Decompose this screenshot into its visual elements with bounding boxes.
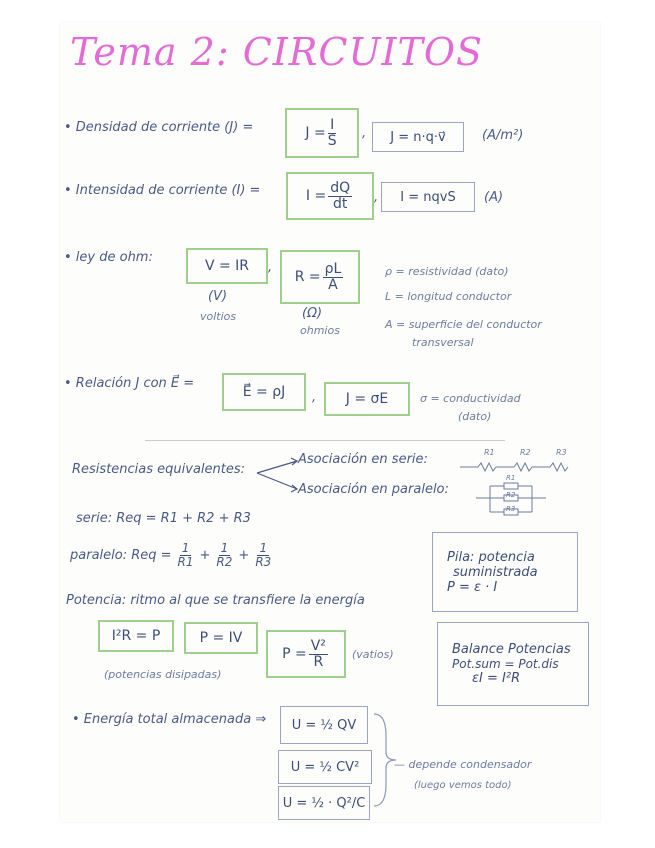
page-title: Tema 2: CIRCUITOS bbox=[70, 30, 484, 74]
series-r2-label: R2 bbox=[520, 448, 531, 457]
plus-sign: + bbox=[199, 547, 211, 563]
intensity-label: • Intensidad de corriente (I) = bbox=[64, 183, 261, 198]
parallel-r1-label: R1 bbox=[506, 474, 516, 482]
frac-num: 1 bbox=[220, 541, 229, 555]
separator: , bbox=[362, 126, 367, 141]
resistance-num: ρL bbox=[324, 260, 342, 277]
later-note: (luego vemos todo) bbox=[414, 780, 512, 791]
separator: , bbox=[374, 190, 379, 205]
power-unit: (vatios) bbox=[352, 648, 394, 661]
resistance-lhs: R = bbox=[294, 269, 321, 285]
battery-line-3: P = ε · I bbox=[447, 579, 498, 595]
power-fraction bbox=[309, 639, 328, 669]
intensity-formula-2: I = nqvS bbox=[381, 182, 475, 212]
conductivity-note-2: (dato) bbox=[458, 410, 492, 423]
dissipated-note: (potencias disipadas) bbox=[104, 668, 222, 681]
energy-box-3: U = ½ · Q²/C bbox=[278, 786, 370, 820]
power-box-3 bbox=[266, 630, 346, 678]
density-lhs: J = bbox=[305, 125, 326, 141]
intensity-den: dt bbox=[332, 195, 348, 212]
resistance-unit-name: ohmios bbox=[300, 324, 340, 337]
frac-num: 1 bbox=[259, 541, 268, 555]
separator: , bbox=[312, 390, 317, 405]
power-lhs: P = bbox=[282, 646, 307, 662]
resistivity-note: ρ = resistividad (dato) bbox=[385, 265, 509, 278]
power-balance-box bbox=[437, 622, 589, 706]
parallel-formula bbox=[70, 542, 273, 568]
parallel-frac-3 bbox=[255, 542, 271, 568]
balance-line-3: εI = I²R bbox=[472, 671, 521, 686]
intensity-unit: (A) bbox=[484, 190, 504, 205]
power-box-2: P = IV bbox=[184, 622, 258, 654]
branch-arrows bbox=[255, 455, 300, 495]
relation-box-1: E⃗ = ρJ bbox=[222, 373, 306, 411]
parallel-label: Asociación en paralelo: bbox=[298, 482, 449, 497]
ohm-voltage-box: V = IR bbox=[186, 248, 268, 284]
length-note: L = longitud conductor bbox=[385, 290, 512, 303]
parallel-frac-2 bbox=[216, 542, 232, 568]
resistance-den: A bbox=[328, 276, 338, 293]
series-label: Asociación en serie: bbox=[298, 452, 428, 467]
frac-den: R2 bbox=[216, 554, 233, 569]
intensity-lhs: I = bbox=[305, 188, 327, 204]
battery-line-2: suministrada bbox=[453, 564, 538, 580]
frac-den: R1 bbox=[177, 554, 194, 569]
series-r3-label: R3 bbox=[556, 448, 567, 457]
density-formula-box bbox=[285, 108, 359, 158]
relation-label: • Relación J con E⃗ = bbox=[64, 376, 195, 391]
density-formula-2: J = n·q·v⃗ bbox=[372, 122, 464, 152]
battery-power-box bbox=[432, 532, 578, 612]
voltage-unit: (V) bbox=[208, 289, 228, 304]
power-num: V² bbox=[310, 637, 326, 654]
resistance-fraction bbox=[323, 262, 344, 292]
intensity-fraction bbox=[328, 181, 352, 211]
power-den: R bbox=[313, 653, 324, 670]
intensity-num: dQ bbox=[330, 179, 351, 196]
parallel-r3-label: R3 bbox=[506, 505, 516, 513]
capacitor-note: — depende condensador bbox=[394, 758, 532, 771]
energy-label: • Energía total almacenada ⇒ bbox=[72, 712, 267, 727]
power-label: Potencia: ritmo al que se transfiere la energía bbox=[66, 593, 365, 608]
section-divider bbox=[145, 440, 505, 441]
conductivity-note: σ = conductividad bbox=[420, 392, 521, 405]
frac-den: R3 bbox=[255, 554, 272, 569]
power-box-1: I²R = P bbox=[98, 620, 174, 652]
relation-box-2: J = σE bbox=[324, 382, 410, 416]
energy-box-2: U = ½ CV² bbox=[278, 750, 372, 784]
voltage-unit-name: voltios bbox=[200, 310, 237, 323]
area-note-cont: transversal bbox=[412, 336, 474, 349]
frac-num: 1 bbox=[181, 541, 190, 555]
parallel-frac-1 bbox=[178, 542, 194, 568]
resistances-label: Resistencias equivalentes: bbox=[72, 462, 246, 477]
parallel-r2-label: R2 bbox=[506, 491, 516, 499]
balance-line-1: Balance Potencias bbox=[452, 642, 571, 657]
energy-box-1: U = ½ QV bbox=[280, 706, 368, 744]
intensity-formula-box bbox=[286, 172, 374, 220]
density-unit: (A/m²) bbox=[482, 128, 524, 143]
ohm-label: • ley de ohm: bbox=[64, 250, 153, 265]
plus-sign: + bbox=[238, 547, 250, 563]
series-formula: serie: Req = R1 + R2 + R3 bbox=[76, 511, 251, 526]
balance-line-2: Pot.sum = Pot.dis bbox=[452, 657, 559, 671]
battery-line-1: Pila: potencia bbox=[447, 549, 535, 565]
density-fraction bbox=[328, 118, 337, 148]
density-den: S bbox=[327, 132, 337, 149]
resistance-unit: (Ω) bbox=[302, 306, 323, 321]
ohm-resistance-box bbox=[280, 250, 360, 304]
parallel-prefix: paralelo: Req = bbox=[70, 547, 172, 563]
series-circuit-diagram bbox=[460, 455, 580, 485]
area-note: A = superficie del conductor bbox=[385, 318, 542, 331]
series-r1-label: R1 bbox=[484, 448, 495, 457]
separator: , bbox=[268, 260, 273, 275]
density-label: • Densidad de corriente (J) = bbox=[64, 120, 254, 135]
density-num: I bbox=[330, 116, 335, 133]
